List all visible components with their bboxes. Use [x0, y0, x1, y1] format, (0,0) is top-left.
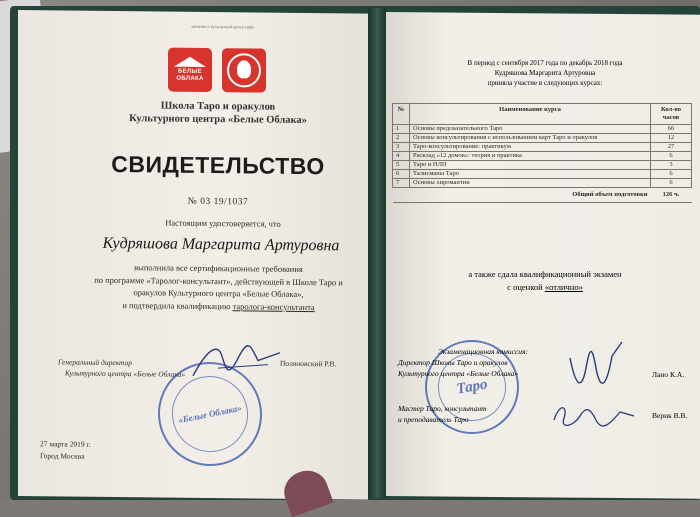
school-name	[118, 99, 318, 127]
body-line-1: выполнила все сертификационные требования	[134, 262, 303, 274]
intro-line-2: Кудряшова Маргарита Артуровна	[494, 69, 596, 77]
qualification: таролога-консультанта	[232, 300, 315, 312]
row-course: Таро и НЛП	[410, 161, 651, 170]
exam-line-1: а также сдала квалификационный экзамен	[468, 269, 622, 279]
school-line-2: Культурного центра «Белые Облака»	[129, 113, 307, 127]
logo-text: БЕЛЫЕ ОБЛАКА	[176, 68, 204, 82]
row-course: Основы консультирования с использованием карт Таро и оракулов	[410, 134, 651, 143]
certificate-number: № 03 19/1037	[187, 196, 249, 208]
table-row	[393, 143, 692, 152]
row-no: 1	[393, 125, 410, 134]
row-course: Основы хиромантии	[410, 179, 651, 188]
row-no: 7	[393, 179, 410, 188]
commission-line-2: Культурного центра «Белые Облака»	[398, 369, 519, 378]
emblem-icon	[227, 53, 261, 87]
course-intro	[395, 58, 695, 88]
director-line-2: Культурного центра «Белые Облака»	[65, 368, 186, 379]
row-hours: 6	[651, 152, 692, 161]
header-course: Наименование курса	[410, 104, 651, 125]
table-row	[393, 161, 692, 170]
director-line-1: Генеральный директор	[58, 357, 132, 368]
total-label: Общий объем подготовки	[410, 188, 651, 203]
body-line-4	[56, 298, 381, 314]
row-hours: 3	[651, 161, 692, 170]
table-row	[393, 125, 692, 134]
holder-name: Кудряшова Маргарита Артуровна	[102, 234, 340, 255]
total-spacer	[393, 188, 410, 203]
exam-grade: «отлично»	[544, 282, 583, 292]
stamp-left-text: «Белые Облака»	[177, 402, 243, 426]
roof-icon	[174, 57, 206, 67]
table-row	[393, 179, 692, 188]
certificate-body	[56, 260, 381, 313]
exam-result	[395, 268, 695, 294]
commission-title: Экзаменационная комиссия:	[438, 347, 528, 356]
courses-table	[392, 103, 692, 203]
table-total-row	[393, 188, 692, 203]
school-line-1: Школа Таро и оракулов	[160, 100, 276, 113]
table-header-row	[393, 104, 692, 125]
body-line-2: по программе «Таролог-консультант», действующей в Школе Таро и	[94, 274, 343, 287]
total-value: 126 ч.	[651, 188, 692, 203]
row-no: 3	[393, 143, 410, 152]
row-no: 4	[393, 152, 410, 161]
commission-line-4: и преподаватель Таро	[398, 415, 469, 424]
commission-name-1: Лано К.А.	[652, 370, 685, 379]
row-no: 5	[393, 161, 410, 170]
left-page	[18, 10, 368, 500]
row-no: 2	[393, 134, 410, 143]
table-row	[393, 152, 692, 161]
certify-text: Настоящим удостоверяется, что	[165, 217, 281, 229]
certificate-title: СВИДЕТЕЛЬСТВО	[111, 150, 325, 180]
table-row	[393, 134, 692, 143]
issue-date: 27 марта 2019 г.	[40, 439, 91, 449]
logo-caption: магазин и культурный центр кафе	[191, 23, 255, 30]
row-hours: 12	[651, 134, 692, 143]
row-no: 6	[393, 170, 410, 179]
stamp-right-text: Таро	[455, 375, 489, 398]
row-course: Талисманы Таро	[410, 170, 651, 179]
header-hours: Кол-во часов	[651, 104, 692, 125]
issue-city: Город Москва	[40, 451, 85, 461]
table-row	[393, 170, 692, 179]
exam-prefix: с оценкой	[507, 282, 545, 292]
commission-line-1: Директор Школы Таро и оракулов	[398, 358, 508, 367]
header-no: №	[393, 104, 410, 125]
commission-name-2: Верик В.В.	[652, 411, 688, 420]
body-line-3: оракулов Культурного центра «Белые Облака»,	[133, 287, 304, 299]
director-name: Поляновский Р.В.	[280, 358, 337, 369]
row-course: Таро-консультирование: практикум	[410, 143, 651, 152]
body-line-4-prefix: и подтвердила квалификацию	[122, 299, 233, 311]
commission-line-3: Мастер Таро, консультант	[398, 404, 487, 413]
row-course: Расклад «12 домов»: теория и практика	[410, 152, 651, 161]
commission-signature-2	[550, 396, 640, 432]
row-course: Основы предсказательного Таро	[410, 125, 651, 134]
row-hours: 27	[651, 143, 692, 152]
logo-emblem	[222, 48, 266, 92]
date-city	[40, 438, 91, 463]
intro-line-1: В период с сентября 2017 года по декабрь 2018 года	[467, 59, 623, 67]
row-hours: 6	[651, 170, 692, 179]
row-hours: 6	[651, 179, 692, 188]
intro-line-3: приняла участие в следующих курсах:	[487, 79, 603, 87]
spine	[368, 8, 386, 498]
row-hours: 66	[651, 125, 692, 134]
logo-belye-oblaka	[168, 48, 212, 92]
exam-line-2	[395, 281, 695, 294]
commission-signature-1	[560, 338, 640, 394]
director-signature	[188, 338, 288, 389]
